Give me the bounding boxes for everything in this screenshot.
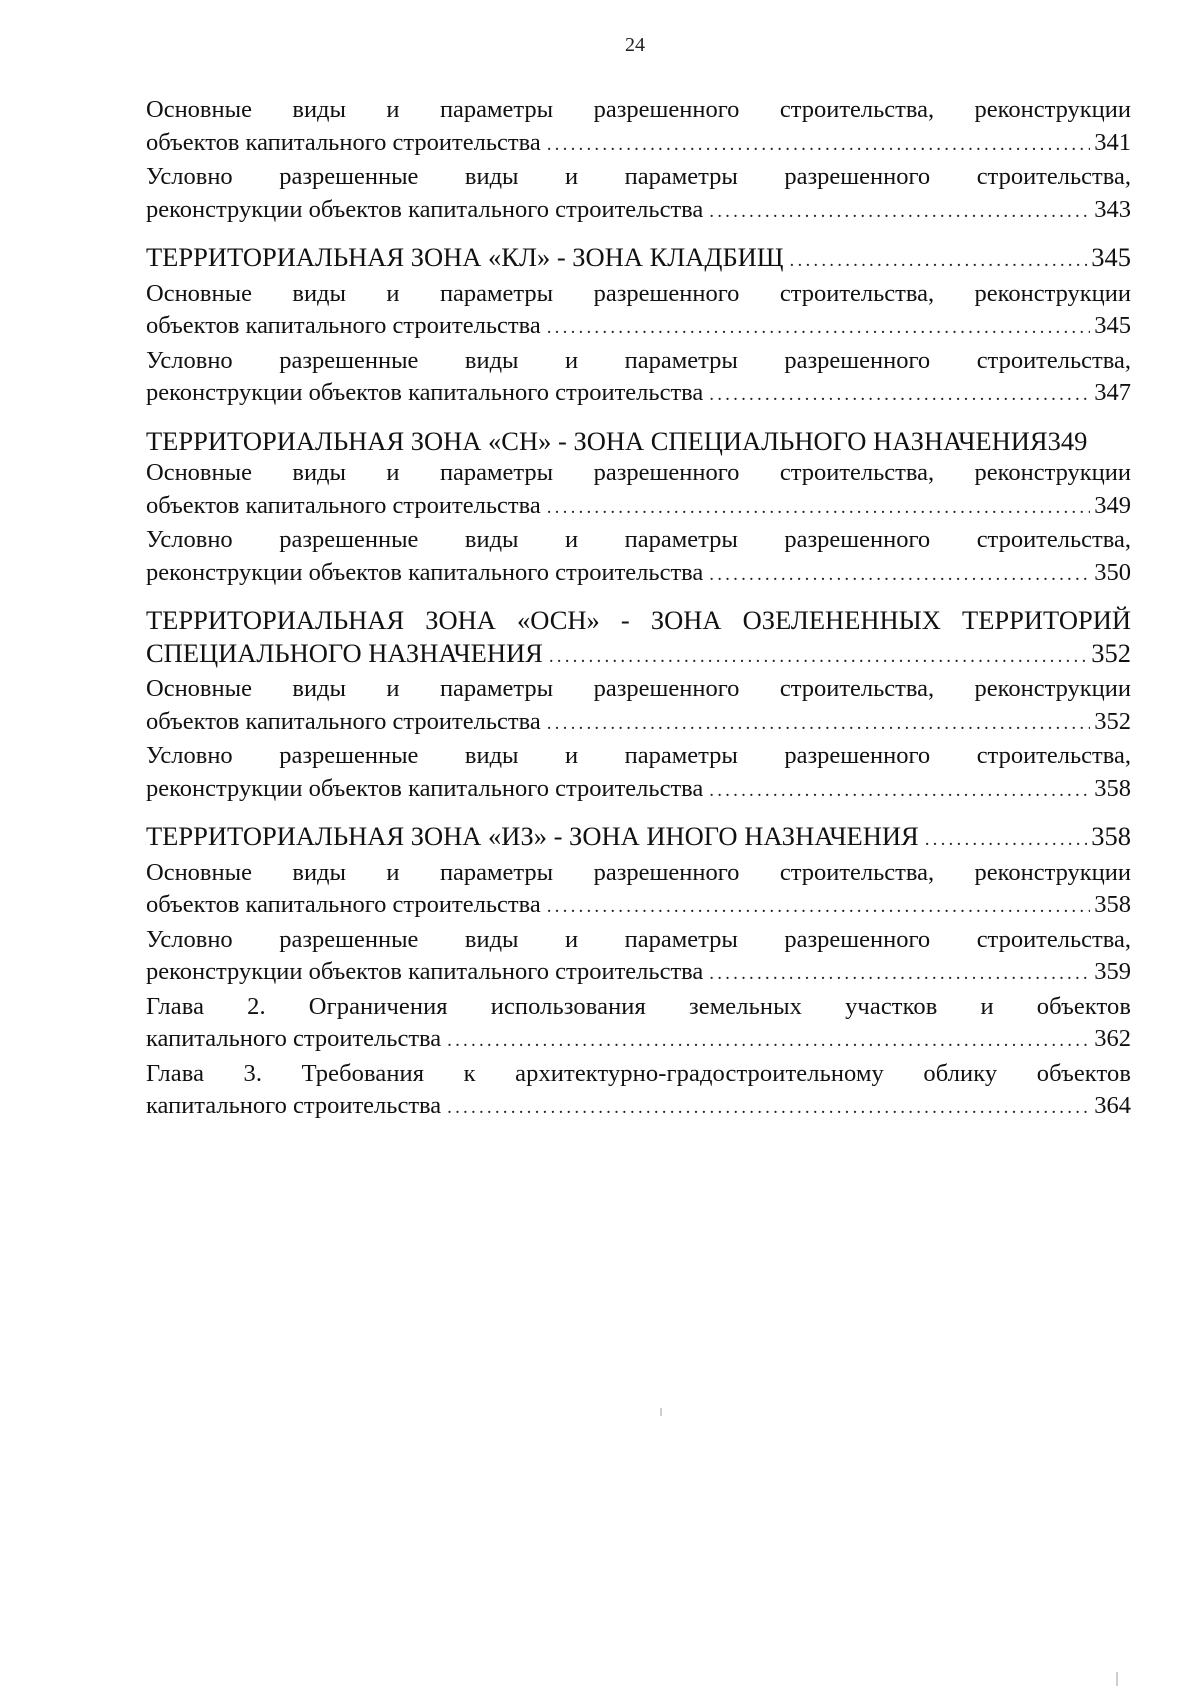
toc-entry[interactable] [146, 278, 1131, 345]
toc-entry-text-line: Условно разрешенные виды и параметры разрешенного строительства, [146, 163, 1131, 190]
toc-entry-last-line [146, 377, 1131, 412]
toc-chapter-entry[interactable] [146, 1058, 1131, 1125]
toc-entry-title: капитального строительства [146, 1092, 442, 1119]
toc-entry-title: ТЕРРИТОРИАЛЬНАЯ ЗОНА «ИЗ» - ЗОНА ИНОГО НАЗНАЧЕНИЯ [146, 821, 919, 851]
toc-entry-text-line: Условно разрешенные виды и параметры разрешенного строительства, [146, 925, 1131, 953]
toc-entry-last-line [146, 310, 1131, 345]
dot-leader [447, 1025, 1090, 1058]
toc-entry-title: объектов капитального строительства [146, 128, 541, 156]
toc-entry-title: объектов капитального строительства [146, 491, 541, 519]
toc-entry-text-line: Основные виды и параметры разрешенного строительства, реконструкции [146, 675, 1131, 702]
toc-entry-title: объектов капитального строительства [146, 707, 541, 735]
dot-leader [709, 379, 1090, 412]
toc-entry-text-line: Основные виды и параметры разрешенного строительства, реконструкции [146, 96, 1131, 123]
dot-leader [709, 958, 1090, 991]
dot-leader [547, 492, 1091, 525]
toc-entry-text-line: Глава 2. Ограничения использования земельных участков и объектов [146, 992, 1131, 1020]
toc-page-number: 347 [1094, 379, 1131, 406]
toc-entry-title: объектов капитального строительства [146, 891, 541, 918]
toc-entry-last-line [146, 1023, 1131, 1058]
toc-entry[interactable] [146, 94, 1131, 161]
toc-entry-text-line: Основные виды и параметры разрешенного строительства, реконструкции [146, 459, 1131, 486]
toc-entry-title: реконструкции объектов капитального строительства [146, 558, 704, 586]
toc-page-number: 358 [1094, 774, 1131, 802]
toc-heading-entry[interactable] [146, 425, 1131, 458]
toc-entry-title: СПЕЦИАЛЬНОГО НАЗНАЧЕНИЯ [146, 637, 543, 668]
dot-leader [547, 129, 1091, 162]
scan-speck [660, 1408, 662, 1416]
toc-entry-text-line: Условно разрешенные виды и параметры разрешенного строительства, [146, 526, 1131, 553]
toc-entry[interactable] [146, 740, 1131, 807]
toc-page-number: 362 [1094, 1025, 1131, 1052]
toc-entry-last-line [146, 1090, 1131, 1125]
dot-leader [709, 559, 1090, 592]
toc-entry-last-line [146, 425, 1131, 458]
toc-entry-last-line [146, 490, 1131, 525]
toc-page-number: 358 [1091, 821, 1131, 851]
toc-heading-entry[interactable] [146, 241, 1131, 278]
toc-page-number: 350 [1094, 558, 1131, 586]
toc-chapter-entry[interactable] [146, 991, 1131, 1058]
toc-entry-title: реконструкции объектов капитального строительства [146, 774, 704, 802]
toc-entry-title: объектов капитального строительства [146, 312, 541, 339]
scan-speck [1116, 1672, 1118, 1686]
dot-leader [549, 641, 1087, 674]
toc-entry[interactable] [146, 924, 1131, 991]
toc-page-number: 358 [1094, 891, 1131, 918]
dot-leader [709, 775, 1090, 808]
toc-entry-last-line [146, 956, 1131, 991]
toc-entry-title: реконструкции объектов капитального строительства [146, 379, 704, 406]
toc-entry-title: ТЕРРИТОРИАЛЬНАЯ ЗОНА «КЛ» - ЗОНА КЛАДБИЩ [146, 242, 784, 272]
toc-entry-last-line [146, 557, 1131, 592]
toc-entry[interactable] [146, 857, 1131, 924]
toc-entry-last-line [146, 127, 1131, 162]
toc-page-number: 345 [1091, 242, 1131, 272]
dot-leader [790, 245, 1088, 278]
toc-page-number: 349 [1047, 425, 1088, 456]
toc-entry-text-line: Условно разрешенные виды и параметры разрешенного строительства, [146, 346, 1131, 374]
toc-entry-last-line [146, 241, 1131, 278]
dot-leader [547, 312, 1091, 345]
dot-leader [447, 1092, 1090, 1125]
page-number: 24 [625, 34, 645, 56]
toc-page-number: 341 [1094, 128, 1131, 156]
toc-entry-text-line: Основные виды и параметры разрешенного строительства, реконструкции [146, 858, 1131, 886]
toc-entry-title: капитального строительства [146, 1025, 442, 1052]
toc-page-number: 359 [1094, 958, 1131, 985]
toc-heading-entry[interactable] [146, 604, 1131, 673]
toc-entry-last-line [146, 637, 1131, 674]
toc-page-number: 364 [1094, 1092, 1131, 1119]
toc-entry-text-line: Основные виды и параметры разрешенного строительства, реконструкции [146, 279, 1131, 307]
toc-entry-last-line [146, 820, 1131, 857]
dot-leader [709, 196, 1090, 229]
table-of-contents [146, 94, 1131, 1125]
toc-entry[interactable] [146, 524, 1131, 591]
toc-page-number: 352 [1094, 707, 1131, 735]
toc-entry-last-line [146, 194, 1131, 229]
toc-entry-text-line: ТЕРРИТОРИАЛЬНАЯ ЗОНА «ОСН» - ЗОНА ОЗЕЛЕНЕННЫХ ТЕРРИТОРИЙ [146, 605, 1131, 635]
toc-entry-last-line [146, 889, 1131, 924]
toc-heading-entry[interactable] [146, 820, 1131, 857]
toc-entry-text-line: Условно разрешенные виды и параметры разрешенного строительства, [146, 742, 1131, 769]
toc-page-number: 345 [1094, 312, 1131, 339]
toc-page-number: 352 [1091, 637, 1131, 668]
toc-entry[interactable] [146, 457, 1131, 524]
dot-leader [547, 891, 1091, 924]
toc-entry[interactable] [146, 161, 1131, 228]
toc-entry-text-line: Глава 3. Требования к архитектурно-градостроительному облику объектов [146, 1059, 1131, 1087]
toc-entry-title: реконструкции объектов капитального строительства [146, 958, 704, 985]
dot-leader [925, 824, 1088, 857]
toc-entry-title: ТЕРРИТОРИАЛЬНАЯ ЗОНА «СН» - ЗОНА СПЕЦИАЛЬНОГО НАЗНАЧЕНИЯ [146, 425, 1048, 456]
toc-entry-last-line [146, 706, 1131, 741]
toc-page-number: 343 [1094, 195, 1131, 223]
dot-leader [547, 708, 1091, 741]
toc-entry-title: реконструкции объектов капитального строительства [146, 195, 704, 223]
toc-entry[interactable] [146, 673, 1131, 740]
toc-entry[interactable] [146, 345, 1131, 412]
toc-entry-last-line [146, 773, 1131, 808]
toc-page-number: 349 [1094, 491, 1131, 519]
